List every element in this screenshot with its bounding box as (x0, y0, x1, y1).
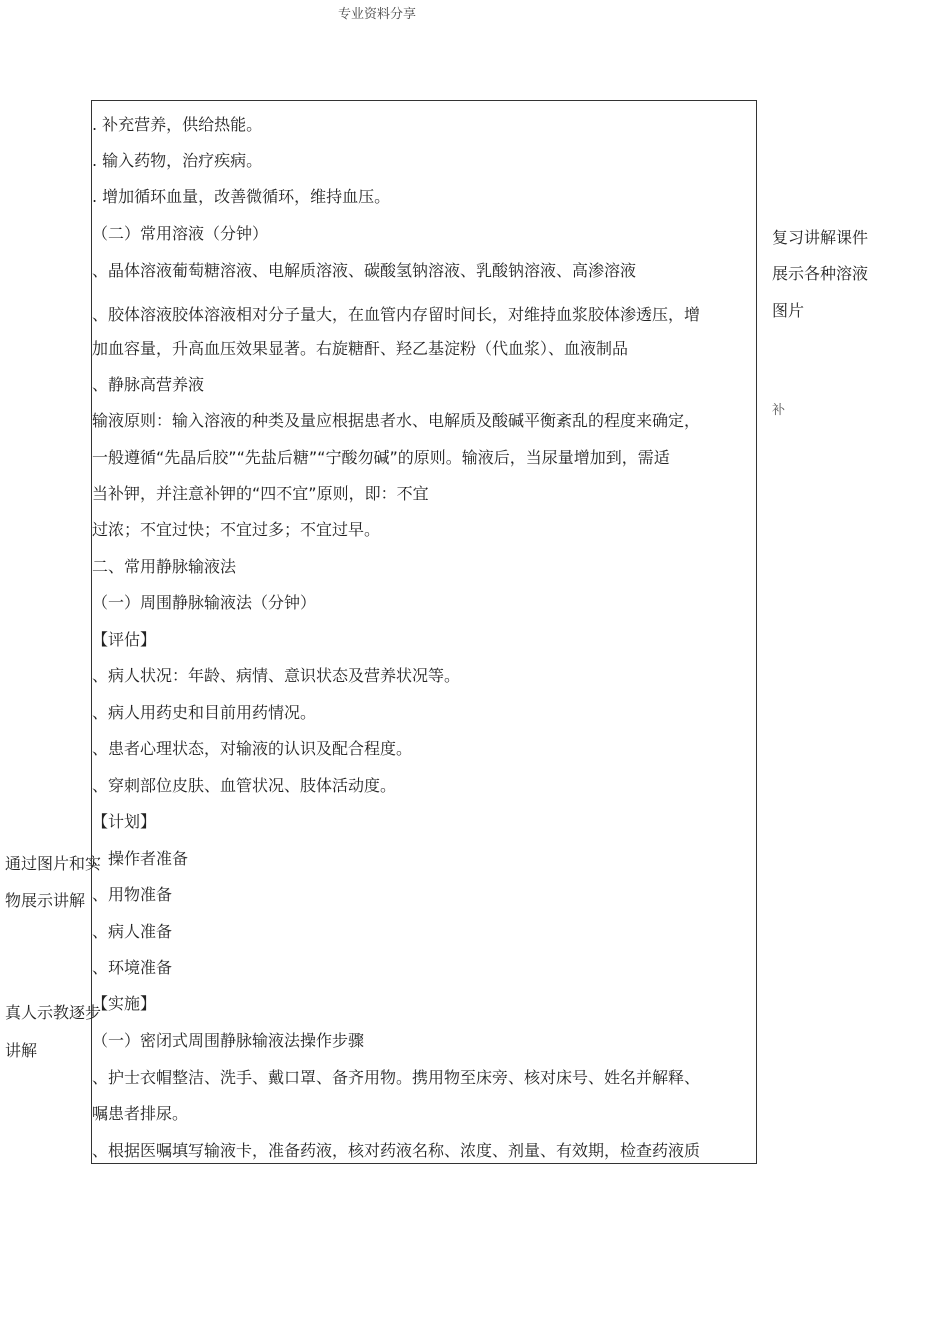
left-note: 真人示教逐步 (5, 1003, 102, 1022)
text-line: 一般遵循“先晶后胶”“先盐后糖”“宁酸勿碱”的原则。输液后，当尿量增加到，需适 (92, 448, 670, 467)
text-line: 过浓；不宜过快；不宜过多；不宜过早。 (92, 520, 381, 539)
text-line: 、操作者准备 (92, 849, 189, 868)
text-line: 、胶体溶液胶体溶液相对分子量大，在血管内存留时间长，对维持血浆胶体渗透压，增 (92, 305, 701, 324)
text-line: 输液原则：输入溶液的种类及量应根据患者水、电解质及酸碱平衡紊乱的程度来确定， (92, 411, 701, 430)
text-line: （二）常用溶液（分钟） (92, 224, 269, 243)
text-line: . 输入药物，治疗疾病。 (92, 151, 263, 170)
text-line: 、护士衣帽整洁、洗手、戴口罩、备齐用物。携用物至床旁、核对床号、姓名并解释、 (92, 1068, 701, 1087)
text-line: 、根据医嘱填写输液卡，准备药液，核对药液名称、浓度、剂量、有效期，检查药液质 (92, 1141, 701, 1160)
text-line: 【评估】 (92, 630, 157, 649)
right-note: 补 (772, 403, 786, 418)
text-line: 、环境准备 (92, 958, 173, 977)
text-line: 加血容量，升高血压效果显著。右旋糖酐、羟乙基淀粉（代血浆）、血液制品 (92, 339, 629, 358)
text-line: 、病人状况：年龄、病情、意识状态及营养状况等。 (92, 666, 461, 685)
text-line: 、晶体溶液葡萄糖溶液、电解质溶液、碳酸氢钠溶液、乳酸钠溶液、高渗溶液 (92, 261, 637, 280)
text-line: （一）密闭式周围静脉输液法操作步骤 (92, 1031, 365, 1050)
text-line: 、病人准备 (92, 922, 173, 941)
text-line: 、患者心理状态，对输液的认识及配合程度。 (92, 739, 413, 758)
text-line: 、用物准备 (92, 885, 173, 904)
text-line: 、静脉高营养液 (92, 375, 205, 394)
text-line: 、穿刺部位皮肤、血管状况、肢体活动度。 (92, 776, 397, 795)
text-line: 二、常用静脉输液法 (92, 557, 237, 576)
content-box (91, 100, 757, 1164)
right-note: 复习讲解课件 (772, 228, 869, 247)
text-line: （一）周围静脉输液法（分钟） (92, 593, 317, 612)
header-note: 专业资料分享 (338, 7, 417, 22)
text-line: 当补钾，并注意补钾的“四不宜”原则，即：不宜 (92, 484, 429, 503)
text-line: . 补充营养，供给热能。 (92, 115, 263, 134)
text-line: . 增加循环血量，改善微循环，维持血压。 (92, 187, 391, 206)
right-note: 展示各种溶液 (772, 264, 869, 283)
left-note: 物展示讲解 (5, 891, 86, 910)
text-line: 嘱患者排尿。 (92, 1104, 189, 1123)
text-line: 【计划】 (92, 812, 157, 831)
text-line: 、病人用药史和目前用药情况。 (92, 703, 317, 722)
right-note: 图片 (772, 301, 805, 320)
left-note: 通过图片和实 (5, 854, 102, 873)
text-line: 【实施】 (92, 994, 157, 1013)
left-note: 讲解 (5, 1041, 38, 1060)
